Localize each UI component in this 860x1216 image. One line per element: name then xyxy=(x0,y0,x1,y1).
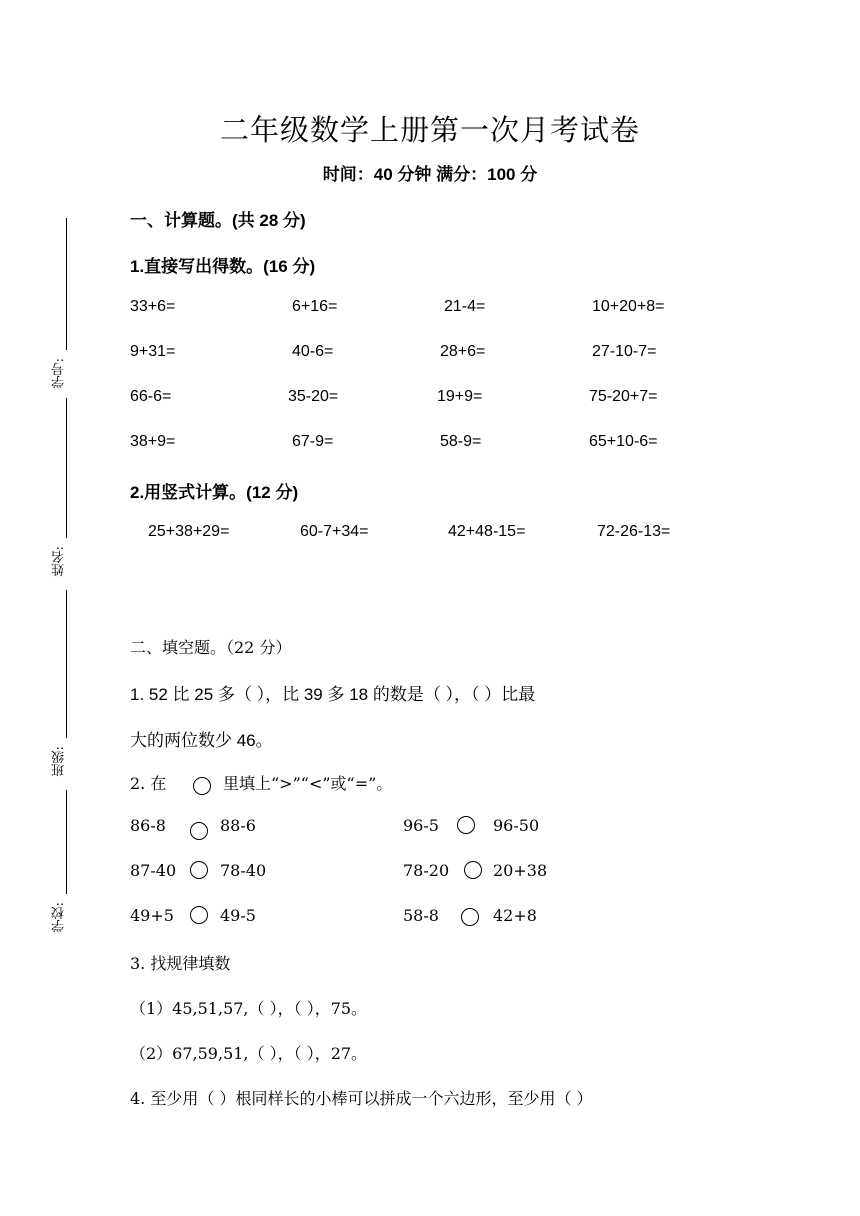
compare-left: 87-40 xyxy=(130,861,177,880)
question2-prefix: 2. 在 xyxy=(130,774,167,793)
vertical-calc-item: 25+38+29= xyxy=(148,523,230,540)
calc-item: 75-20+7= xyxy=(589,388,658,405)
compare-right: 88-6 xyxy=(220,816,256,835)
vertical-calc-item: 42+48-15= xyxy=(448,523,526,540)
exam-info: 时间：40 分钟 满分：100 分 xyxy=(322,165,538,184)
page-title: 二年级数学上册第一次月考试卷 xyxy=(219,113,640,147)
compare-left: 58-8 xyxy=(403,906,439,925)
compare-left: 96-5 xyxy=(403,816,439,835)
compare-circle-icon[interactable] xyxy=(190,906,208,924)
compare-circle-icon[interactable] xyxy=(457,816,475,834)
calc-item: 35-20= xyxy=(288,388,339,405)
part1-heading: 1.直接写出得数。(16 分) xyxy=(130,257,316,276)
calc-item: 38+9= xyxy=(130,433,176,450)
calc-item: 9+31= xyxy=(130,343,176,360)
section1-heading: 一、计算题。(共 28 分) xyxy=(130,211,306,230)
compare-circle-icon[interactable] xyxy=(190,822,208,840)
compare-right: 96-50 xyxy=(493,816,540,835)
question4-text: 4. 至少用（ ）根同样长的小棒可以拼成一个六边形，至少用（ ） xyxy=(130,1089,593,1108)
calc-item: 33+6= xyxy=(130,298,176,315)
compare-right: 42+8 xyxy=(493,906,537,925)
compare-circle-icon xyxy=(193,777,211,795)
name-label: 姓名: xyxy=(52,546,67,577)
vertical-calc-item: 72-26-13= xyxy=(597,523,671,540)
question3-part2: （2）67,59,51,（ ），（ ），27。 xyxy=(130,1044,368,1063)
compare-circle-icon[interactable] xyxy=(464,861,482,879)
calc-item: 65+10-6= xyxy=(589,433,658,450)
compare-right: 20+38 xyxy=(493,861,548,880)
compare-right: 49-5 xyxy=(220,906,256,925)
margin-line-top xyxy=(66,218,67,350)
question2-suffix: 里填上“>”“<”或“=”。 xyxy=(223,774,393,793)
margin-line-2 xyxy=(66,398,67,538)
question1-line1: 1. 52 比 25 多（ ），比 39 多 18 的数是（ ），（ ）比最 xyxy=(130,685,536,704)
student-no-label: 学号: xyxy=(52,358,67,389)
calc-item: 10+20+8= xyxy=(592,298,665,315)
compare-left: 86-8 xyxy=(130,816,166,835)
question1-line2: 大的两位数少 46。 xyxy=(130,731,273,750)
calc-item: 28+6= xyxy=(440,343,486,360)
compare-left: 78-20 xyxy=(403,861,450,880)
calc-item: 21-4= xyxy=(444,298,486,315)
part2-heading: 2.用竖式计算。(12 分) xyxy=(130,483,299,502)
vertical-calc-item: 60-7+34= xyxy=(300,523,369,540)
compare-circle-icon[interactable] xyxy=(190,861,208,879)
margin-line-4 xyxy=(66,790,67,894)
calc-item: 19+9= xyxy=(437,388,483,405)
compare-left: 49+5 xyxy=(130,906,174,925)
school-label: 学校: xyxy=(52,902,67,933)
calc-item: 40-6= xyxy=(292,343,334,360)
section2-heading: 二、填空题。（22 分） xyxy=(130,638,292,657)
calc-item: 67-9= xyxy=(292,433,334,450)
compare-circle-icon[interactable] xyxy=(461,908,479,926)
margin-line-3 xyxy=(66,590,67,738)
question3-title: 3. 找规律填数 xyxy=(130,954,231,973)
question3-part1: （1）45,51,57,（ ），（ ），75。 xyxy=(130,999,368,1018)
calc-item: 66-6= xyxy=(130,388,172,405)
calc-item: 58-9= xyxy=(440,433,482,450)
class-label: 班级: xyxy=(52,746,67,777)
compare-right: 78-40 xyxy=(220,861,267,880)
calc-item: 27-10-7= xyxy=(592,343,657,360)
calc-item: 6+16= xyxy=(292,298,338,315)
